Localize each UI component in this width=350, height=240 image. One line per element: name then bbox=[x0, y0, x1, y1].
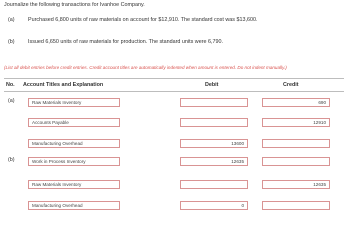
credit-input[interactable]: 12910 bbox=[262, 118, 330, 127]
credit-input[interactable] bbox=[262, 139, 330, 148]
row-label-b: (b) bbox=[8, 157, 15, 163]
transaction-b-text: Issued 6,650 units of raw materials for production. The standard units were 6,790. bbox=[28, 39, 223, 45]
credit-input[interactable] bbox=[262, 157, 330, 166]
account-title-input[interactable]: Manufacturing Overhead bbox=[28, 201, 120, 210]
header-account-titles: Account Titles and Explanation bbox=[23, 82, 104, 88]
row-label-a: (a) bbox=[8, 98, 15, 104]
debit-input[interactable] bbox=[180, 98, 248, 107]
debit-input[interactable] bbox=[180, 180, 248, 189]
table-header-divider bbox=[4, 91, 344, 92]
transaction-a-label: (a) bbox=[8, 17, 15, 23]
account-title-input[interactable]: Work in Process Inventory bbox=[28, 157, 120, 166]
header-credit: Credit bbox=[283, 82, 299, 88]
account-title-input[interactable]: Accounts Payable bbox=[28, 118, 120, 127]
account-title-input[interactable]: Raw Materials Inventory bbox=[28, 98, 120, 107]
header-no: No. bbox=[6, 82, 15, 88]
journal-instructions-note: (List all debit entries before credit entries. Credit account titles are automatically indented when amount is entered. Do not indent manually.) bbox=[4, 65, 287, 70]
table-top-divider bbox=[4, 78, 344, 79]
account-title-input[interactable]: Raw Materials Inventory bbox=[28, 180, 120, 189]
transaction-b-label: (b) bbox=[8, 39, 15, 45]
account-title-input[interactable]: Manufacturing Overhead bbox=[28, 139, 120, 148]
credit-input[interactable] bbox=[262, 201, 330, 210]
debit-input[interactable]: 0 bbox=[180, 201, 248, 210]
credit-input[interactable]: 690 bbox=[262, 98, 330, 107]
credit-input[interactable]: 12635 bbox=[262, 180, 330, 189]
header-debit: Debit bbox=[205, 82, 219, 88]
debit-input[interactable]: 12635 bbox=[180, 157, 248, 166]
instructions-text: Journalize the following transactions for Ivanhoe Company. bbox=[4, 2, 145, 8]
transaction-a-text: Purchased 6,800 units of raw materials on account for $12,910. The standard cost was $13,600. bbox=[28, 17, 258, 23]
debit-input[interactable] bbox=[180, 118, 248, 127]
debit-input[interactable]: 13600 bbox=[180, 139, 248, 148]
